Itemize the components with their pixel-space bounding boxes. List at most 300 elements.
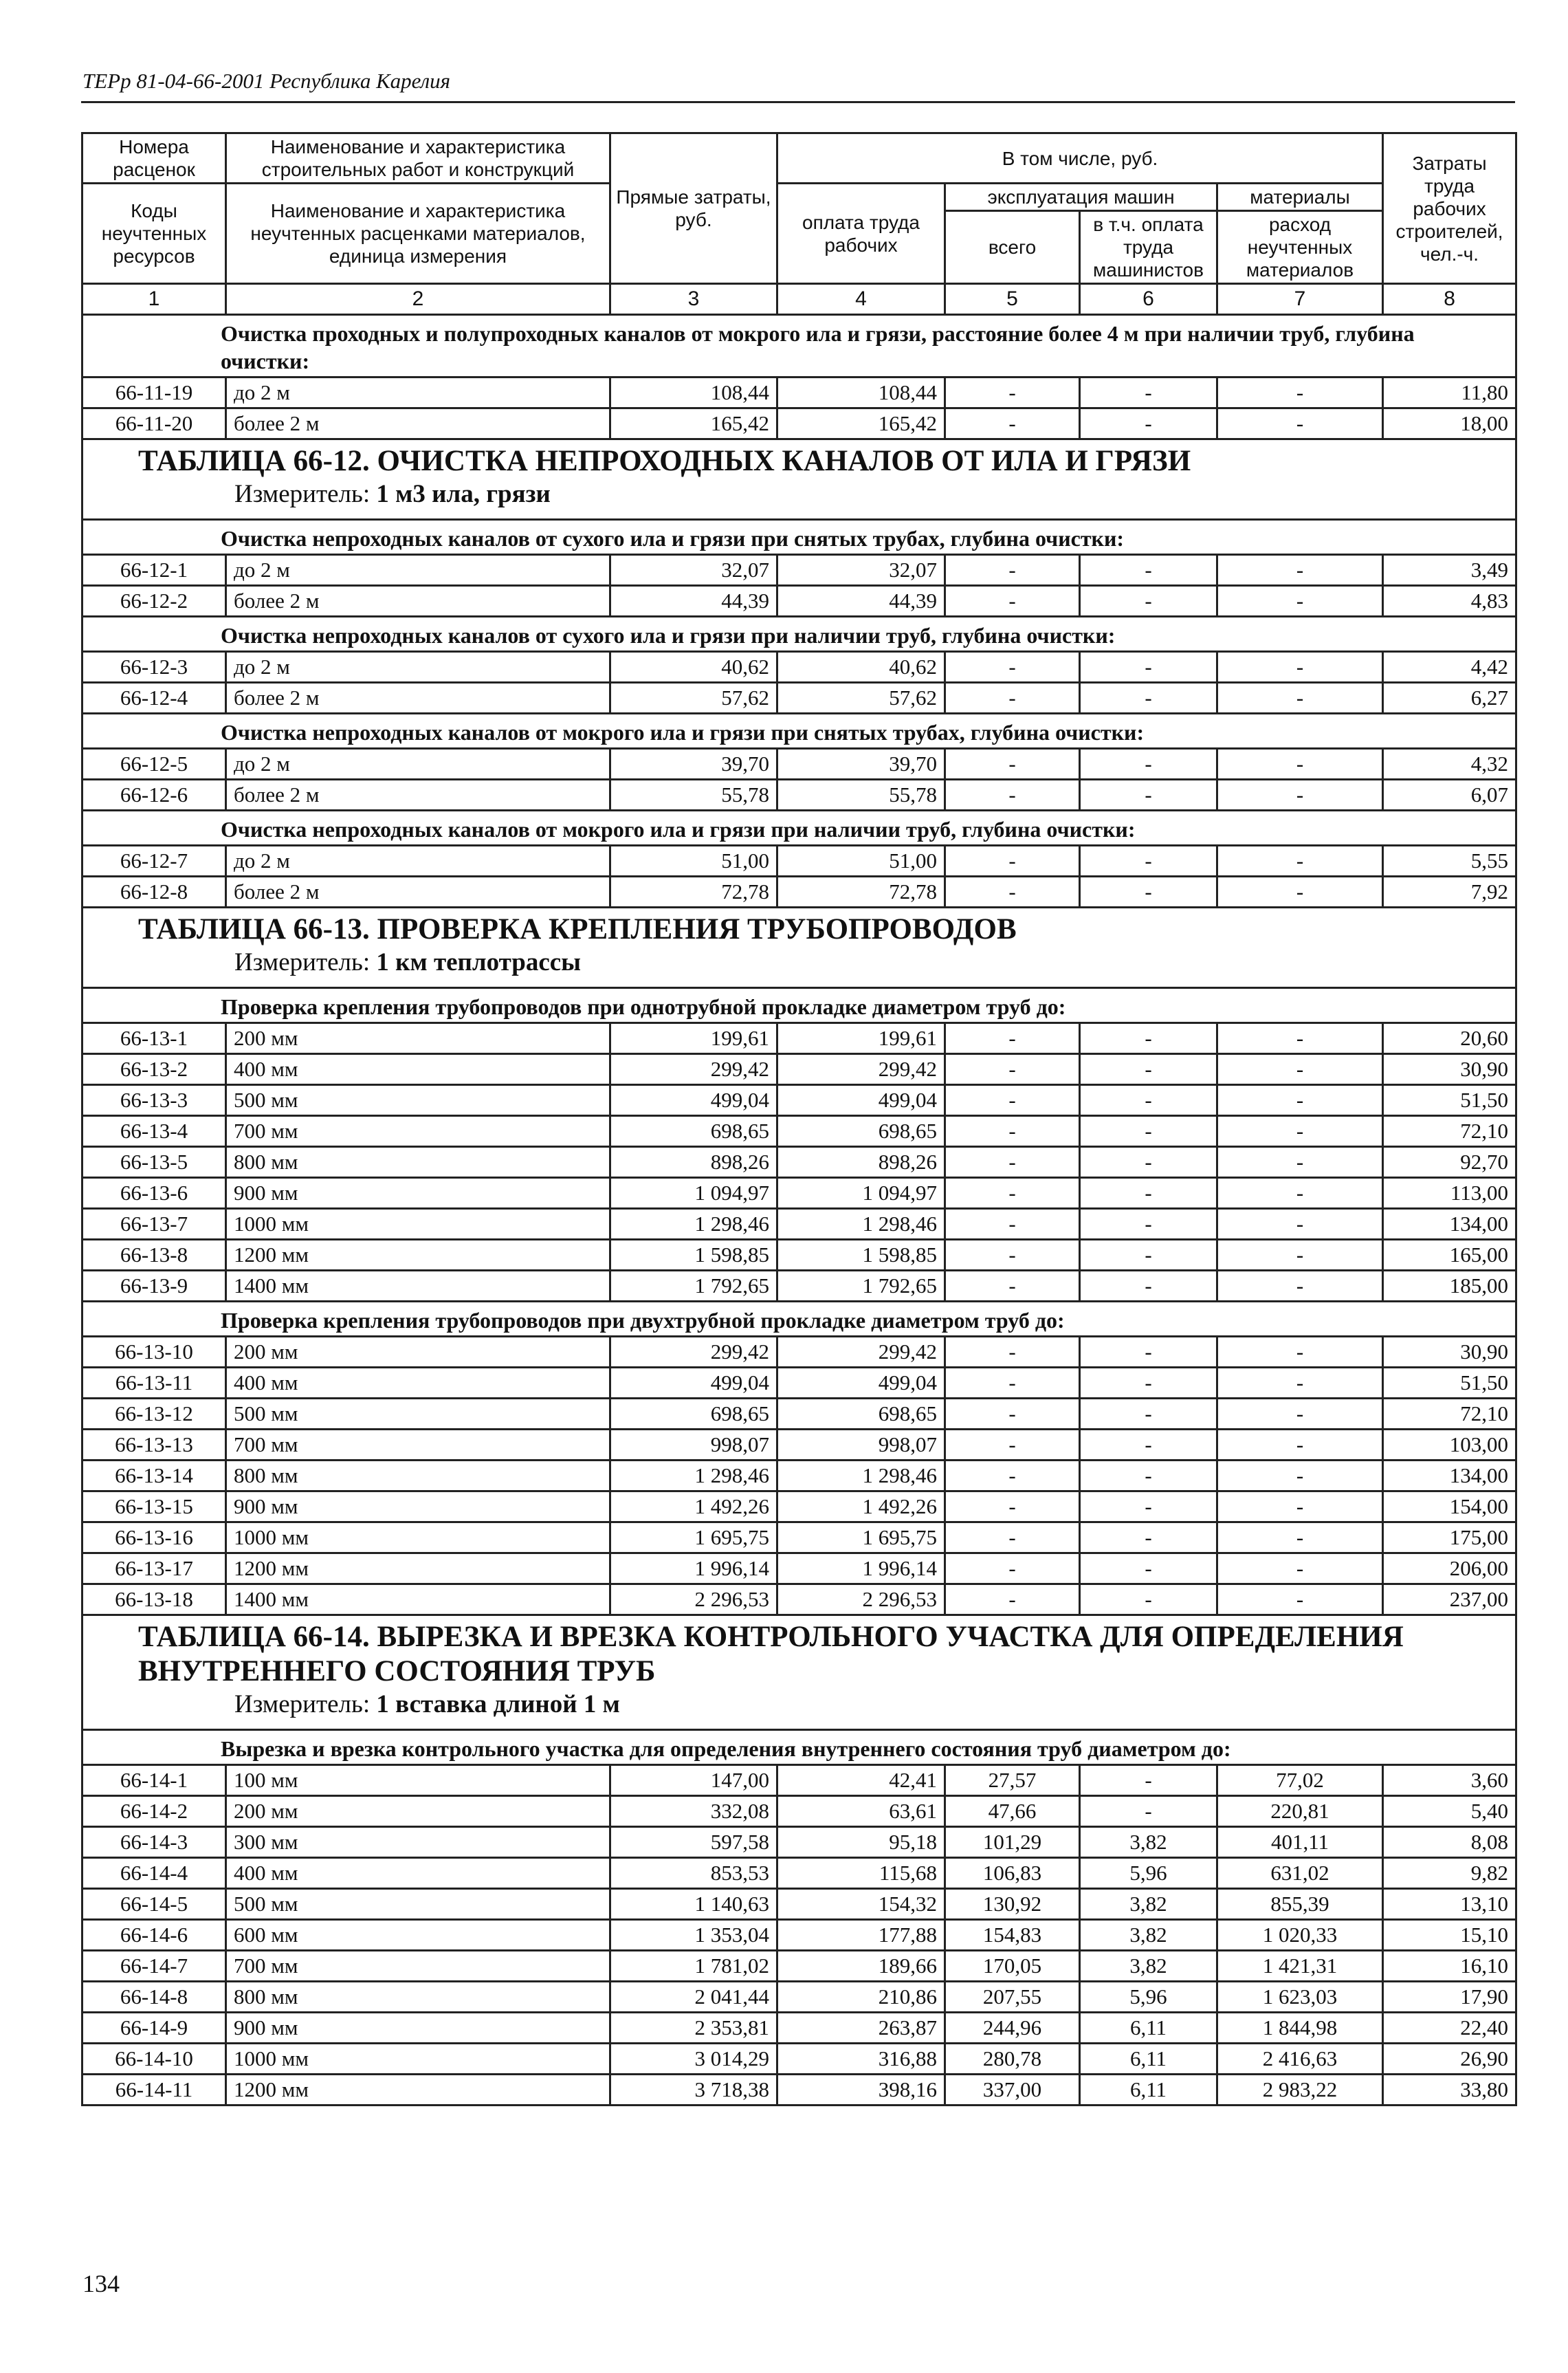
- rate-value: 130,92: [945, 1889, 1080, 1920]
- rate-description: 1000 мм: [226, 2044, 610, 2075]
- rate-value: 5,96: [1080, 1858, 1217, 1889]
- rate-description: 1400 мм: [226, 1584, 610, 1615]
- rate-value: 154,83: [945, 1920, 1080, 1951]
- measure-value: 1 вставка длиной 1 м: [376, 1690, 620, 1718]
- measure-unit: [82, 479, 1516, 520]
- rate-value: 698,65: [777, 1399, 945, 1430]
- rate-description: 800 мм: [226, 1147, 610, 1178]
- rate-code: 66-14-3: [82, 1827, 226, 1858]
- rate-value: 299,42: [777, 1337, 945, 1368]
- rate-value: -: [1080, 1240, 1217, 1271]
- rate-description: 700 мм: [226, 1430, 610, 1461]
- rate-code: 66-14-5: [82, 1889, 226, 1920]
- rate-value: 398,16: [777, 2075, 945, 2106]
- rate-value: 42,41: [777, 1765, 945, 1796]
- rate-description: 100 мм: [226, 1765, 610, 1796]
- table-row: [82, 1951, 1516, 1982]
- rate-value: 57,62: [610, 683, 777, 714]
- rate-value: -: [1080, 408, 1217, 439]
- rate-value: 170,05: [945, 1951, 1080, 1982]
- rate-value: -: [945, 1116, 1080, 1147]
- rate-value: -: [1080, 586, 1217, 617]
- rate-value: 237,00: [1383, 1584, 1516, 1615]
- rate-value: -: [1217, 1553, 1383, 1584]
- rate-value: -: [1080, 1522, 1217, 1553]
- rate-value: 3 014,29: [610, 2044, 777, 2075]
- table-row: [82, 1491, 1516, 1522]
- rate-value: 115,68: [777, 1858, 945, 1889]
- rate-code: 66-14-1: [82, 1765, 226, 1796]
- header-labor-costs: Затраты труда рабочих строителей, чел.-ч.: [1383, 133, 1516, 284]
- table-title: ТАБЛИЦА 66-14. ВЫРЕЗКА И ВРЕЗКА КОНТРОЛЬНОГО УЧАСТКА ДЛЯ ОПРЕДЕЛЕНИЯ ВНУТРЕННЕГО СОСТОЯНИЯ ТРУБ: [82, 1615, 1516, 1689]
- rate-value: 1 781,02: [610, 1951, 777, 1982]
- rate-value: 77,02: [1217, 1765, 1383, 1796]
- rate-value: 401,11: [1217, 1827, 1383, 1858]
- rate-value: -: [1080, 846, 1217, 877]
- measure-value: 1 км теплотрассы: [376, 948, 582, 976]
- rate-value: -: [1080, 1209, 1217, 1240]
- rate-value: 1 020,33: [1217, 1920, 1383, 1951]
- rate-value: 2 296,53: [610, 1584, 777, 1615]
- rate-value: 3,60: [1383, 1765, 1516, 1796]
- rates-table: [81, 132, 1517, 2106]
- rate-code: 66-13-13: [82, 1430, 226, 1461]
- header-rate-numbers: Номера расценок: [82, 133, 226, 184]
- rate-code: 66-14-9: [82, 2013, 226, 2044]
- rate-code: 66-13-9: [82, 1271, 226, 1302]
- rate-value: 20,60: [1383, 1023, 1516, 1054]
- rate-code: 66-12-7: [82, 846, 226, 877]
- rate-code: 66-13-16: [82, 1522, 226, 1553]
- rate-value: 1 996,14: [777, 1553, 945, 1584]
- rate-value: -: [1217, 1584, 1383, 1615]
- rate-code: 66-13-5: [82, 1147, 226, 1178]
- rate-value: 95,18: [777, 1827, 945, 1858]
- rate-value: -: [1080, 1796, 1217, 1827]
- rate-description: 400 мм: [226, 1368, 610, 1399]
- rate-value: -: [945, 1584, 1080, 1615]
- rate-value: 106,83: [945, 1858, 1080, 1889]
- rate-value: -: [945, 1430, 1080, 1461]
- rate-value: 207,55: [945, 1982, 1080, 2013]
- rate-code: 66-13-6: [82, 1178, 226, 1209]
- rate-value: 316,88: [777, 2044, 945, 2075]
- rate-value: -: [1080, 1337, 1217, 1368]
- rate-value: 44,39: [777, 586, 945, 617]
- rate-value: 165,42: [610, 408, 777, 439]
- header-material-consumption: расход неучтенных материалов: [1217, 211, 1383, 284]
- rate-code: 66-13-2: [82, 1054, 226, 1085]
- rate-value: -: [945, 780, 1080, 811]
- table-row: [82, 1430, 1516, 1461]
- rate-value: -: [1217, 1430, 1383, 1461]
- column-number: 3: [610, 284, 777, 315]
- header-machine-operation: эксплуатация машин: [945, 184, 1217, 211]
- section-heading: Очистка непроходных каналов от сухого ила и грязи при наличии труб, глубина очистки:: [82, 617, 1516, 652]
- rate-value: 698,65: [777, 1116, 945, 1147]
- rate-code: 66-12-4: [82, 683, 226, 714]
- rate-value: 1 695,75: [777, 1522, 945, 1553]
- rate-value: 2 983,22: [1217, 2075, 1383, 2106]
- rate-value: 1 623,03: [1217, 1982, 1383, 2013]
- rate-description: 1200 мм: [226, 2075, 610, 2106]
- rate-value: 15,10: [1383, 1920, 1516, 1951]
- rate-description: 1200 мм: [226, 1553, 610, 1584]
- rate-value: 30,90: [1383, 1337, 1516, 1368]
- rate-value: 1 695,75: [610, 1522, 777, 1553]
- rate-value: 244,96: [945, 2013, 1080, 2044]
- header-material-name: Наименование и характеристика неучтенных расценками материалов, единица измерения: [226, 184, 610, 284]
- rate-value: 165,42: [777, 408, 945, 439]
- rate-value: -: [1080, 683, 1217, 714]
- rate-value: -: [1080, 1116, 1217, 1147]
- rate-value: 998,07: [610, 1430, 777, 1461]
- rate-code: 66-13-11: [82, 1368, 226, 1399]
- rate-value: 8,08: [1383, 1827, 1516, 1858]
- rate-value: -: [1080, 780, 1217, 811]
- rate-value: 263,87: [777, 2013, 945, 2044]
- table-row: [82, 2044, 1516, 2075]
- rate-description: более 2 м: [226, 683, 610, 714]
- rate-value: 499,04: [610, 1368, 777, 1399]
- rate-value: 177,88: [777, 1920, 945, 1951]
- rate-value: 1 421,31: [1217, 1951, 1383, 1982]
- table-row: [82, 1209, 1516, 1240]
- rate-value: -: [945, 1368, 1080, 1399]
- table-row: [82, 2013, 1516, 2044]
- table-row: [82, 1240, 1516, 1271]
- rate-value: 72,78: [610, 877, 777, 908]
- rate-value: -: [945, 408, 1080, 439]
- rate-value: -: [945, 1491, 1080, 1522]
- table-row: [82, 1920, 1516, 1951]
- rate-value: 499,04: [777, 1085, 945, 1116]
- rate-value: 16,10: [1383, 1951, 1516, 1982]
- rate-value: 2 041,44: [610, 1982, 777, 2013]
- rate-description: 800 мм: [226, 1982, 610, 2013]
- rate-value: 280,78: [945, 2044, 1080, 2075]
- rate-value: 2 353,81: [610, 2013, 777, 2044]
- rate-value: -: [1080, 1054, 1217, 1085]
- rate-value: -: [1080, 1147, 1217, 1178]
- rate-value: 898,26: [610, 1147, 777, 1178]
- rate-value: 206,00: [1383, 1553, 1516, 1584]
- header-wages: оплата труда рабочих: [777, 184, 945, 284]
- rate-code: 66-13-17: [82, 1553, 226, 1584]
- rate-description: 800 мм: [226, 1461, 610, 1491]
- rate-value: 1 996,14: [610, 1553, 777, 1584]
- rate-value: 47,66: [945, 1796, 1080, 1827]
- table-row: [82, 1271, 1516, 1302]
- rate-value: 103,00: [1383, 1430, 1516, 1461]
- rate-description: 400 мм: [226, 1858, 610, 1889]
- rate-code: 66-12-2: [82, 586, 226, 617]
- measure-unit: [82, 947, 1516, 988]
- measure-value: 1 м3 ила, грязи: [376, 480, 551, 508]
- rate-value: -: [945, 1271, 1080, 1302]
- rate-value: -: [1217, 1337, 1383, 1368]
- table-row: [82, 1584, 1516, 1615]
- rate-value: -: [1080, 378, 1217, 408]
- rate-value: -: [945, 1085, 1080, 1116]
- rate-code: 66-13-18: [82, 1584, 226, 1615]
- table-row: [82, 1116, 1516, 1147]
- table-row: [82, 1765, 1516, 1796]
- table-row: [82, 1889, 1516, 1920]
- rate-value: 57,62: [777, 683, 945, 714]
- rate-value: 185,00: [1383, 1271, 1516, 1302]
- rate-code: 66-13-8: [82, 1240, 226, 1271]
- rate-code: 66-12-8: [82, 877, 226, 908]
- rate-value: 4,32: [1383, 749, 1516, 780]
- rate-value: 2 296,53: [777, 1584, 945, 1615]
- rate-value: 499,04: [610, 1085, 777, 1116]
- rate-value: 30,90: [1383, 1054, 1516, 1085]
- rate-value: 3,82: [1080, 1827, 1217, 1858]
- rate-description: 200 мм: [226, 1796, 610, 1827]
- rate-value: 3,82: [1080, 1920, 1217, 1951]
- rate-value: 113,00: [1383, 1178, 1516, 1209]
- rate-value: -: [1080, 877, 1217, 908]
- rate-code: 66-13-14: [82, 1461, 226, 1491]
- rate-value: -: [1217, 1491, 1383, 1522]
- rate-value: -: [1217, 408, 1383, 439]
- rate-code: 66-14-4: [82, 1858, 226, 1889]
- rate-value: -: [1217, 586, 1383, 617]
- rate-description: 1000 мм: [226, 1522, 610, 1553]
- rate-code: 66-14-10: [82, 2044, 226, 2075]
- rate-value: -: [1217, 1271, 1383, 1302]
- rate-value: -: [1217, 683, 1383, 714]
- rate-value: 2 416,63: [1217, 2044, 1383, 2075]
- rate-value: 698,65: [610, 1116, 777, 1147]
- rate-value: -: [945, 652, 1080, 683]
- rate-value: 1 844,98: [1217, 2013, 1383, 2044]
- rate-value: -: [1080, 1178, 1217, 1209]
- rate-value: 13,10: [1383, 1889, 1516, 1920]
- rate-value: 72,10: [1383, 1399, 1516, 1430]
- rate-description: 500 мм: [226, 1085, 610, 1116]
- rate-description: 200 мм: [226, 1337, 610, 1368]
- rate-value: 898,26: [777, 1147, 945, 1178]
- rate-value: 18,00: [1383, 408, 1516, 439]
- rate-value: -: [1080, 1085, 1217, 1116]
- rate-description: 500 мм: [226, 1889, 610, 1920]
- rate-value: 134,00: [1383, 1461, 1516, 1491]
- rate-value: 11,80: [1383, 378, 1516, 408]
- rate-value: -: [1217, 378, 1383, 408]
- rate-value: 154,00: [1383, 1491, 1516, 1522]
- rate-value: 299,42: [610, 1054, 777, 1085]
- rate-description: 500 мм: [226, 1399, 610, 1430]
- rate-value: -: [1080, 1553, 1217, 1584]
- rate-value: 22,40: [1383, 2013, 1516, 2044]
- rate-value: 3,49: [1383, 555, 1516, 586]
- table-row: [82, 1827, 1516, 1858]
- rate-value: -: [1080, 555, 1217, 586]
- rate-value: 853,53: [610, 1858, 777, 1889]
- rate-value: -: [1080, 1584, 1217, 1615]
- rate-description: 900 мм: [226, 1491, 610, 1522]
- measure-label: Измеритель:: [234, 948, 371, 976]
- column-number: 1: [82, 284, 226, 315]
- rate-value: 27,57: [945, 1765, 1080, 1796]
- rate-value: 101,29: [945, 1827, 1080, 1858]
- rate-description: 200 мм: [226, 1023, 610, 1054]
- rate-value: -: [1217, 780, 1383, 811]
- table-row: [82, 378, 1516, 408]
- rate-value: 337,00: [945, 2075, 1080, 2106]
- rate-value: 631,02: [1217, 1858, 1383, 1889]
- rate-code: 66-13-1: [82, 1023, 226, 1054]
- rate-value: -: [1080, 1765, 1217, 1796]
- rate-value: -: [1080, 749, 1217, 780]
- column-number: 4: [777, 284, 945, 315]
- table-row: [82, 1368, 1516, 1399]
- rate-value: 6,11: [1080, 2075, 1217, 2106]
- rate-description: более 2 м: [226, 586, 610, 617]
- page-number: 134: [82, 2270, 120, 2297]
- rate-value: 92,70: [1383, 1147, 1516, 1178]
- rate-value: 51,50: [1383, 1368, 1516, 1399]
- section-heading: Проверка крепления трубопроводов при двухтрубной прокладке диаметром труб до:: [82, 1302, 1516, 1337]
- rate-value: -: [1217, 749, 1383, 780]
- rate-value: 1 598,85: [777, 1240, 945, 1271]
- section-heading: Проверка крепления трубопроводов при однотрубной прокладке диаметром труб до:: [82, 988, 1516, 1023]
- column-number: 6: [1080, 284, 1217, 315]
- table-row: [82, 846, 1516, 877]
- rate-value: 108,44: [610, 378, 777, 408]
- rate-value: -: [1217, 1147, 1383, 1178]
- rate-value: -: [1080, 1491, 1217, 1522]
- section-heading: Очистка непроходных каналов от мокрого ила и грязи при снятых трубах, глубина очистки:: [82, 714, 1516, 749]
- rate-description: 700 мм: [226, 1951, 610, 1982]
- table-row: [82, 1982, 1516, 2013]
- rate-value: 1 492,26: [610, 1491, 777, 1522]
- rate-value: -: [1217, 1399, 1383, 1430]
- rate-value: 9,82: [1383, 1858, 1516, 1889]
- rate-value: -: [945, 1147, 1080, 1178]
- rate-code: 66-13-4: [82, 1116, 226, 1147]
- rate-value: 32,07: [777, 555, 945, 586]
- rate-description: 900 мм: [226, 1178, 610, 1209]
- rate-value: 40,62: [777, 652, 945, 683]
- rate-value: 6,11: [1080, 2044, 1217, 2075]
- table-row: [82, 1461, 1516, 1491]
- rate-value: -: [945, 1337, 1080, 1368]
- rate-value: 6,27: [1383, 683, 1516, 714]
- section-heading: Очистка непроходных каналов от сухого ила и грязи при снятых трубах, глубина очистки:: [82, 520, 1516, 555]
- rate-value: -: [1080, 1368, 1217, 1399]
- rate-value: 26,90: [1383, 2044, 1516, 2075]
- rate-code: 66-14-7: [82, 1951, 226, 1982]
- rate-value: 72,78: [777, 877, 945, 908]
- table-row: [82, 780, 1516, 811]
- rate-description: до 2 м: [226, 652, 610, 683]
- rate-value: 40,62: [610, 652, 777, 683]
- rate-value: 189,66: [777, 1951, 945, 1982]
- table-row: [82, 1553, 1516, 1584]
- rate-description: до 2 м: [226, 378, 610, 408]
- rate-value: -: [1217, 1116, 1383, 1147]
- rate-value: -: [1217, 1023, 1383, 1054]
- rate-value: 1 353,04: [610, 1920, 777, 1951]
- rate-value: 1 094,97: [610, 1178, 777, 1209]
- rate-value: -: [945, 378, 1080, 408]
- rate-value: -: [945, 1054, 1080, 1085]
- table-row: [82, 1023, 1516, 1054]
- rate-code: 66-11-20: [82, 408, 226, 439]
- rate-value: 165,00: [1383, 1240, 1516, 1271]
- rate-value: 5,55: [1383, 846, 1516, 877]
- rate-value: -: [1217, 555, 1383, 586]
- rate-value: -: [1217, 1368, 1383, 1399]
- rate-code: 66-12-6: [82, 780, 226, 811]
- measure-label: Измеритель:: [234, 480, 371, 508]
- rate-value: -: [1080, 1430, 1217, 1461]
- rate-value: 220,81: [1217, 1796, 1383, 1827]
- rate-value: 17,90: [1383, 1982, 1516, 2013]
- rate-value: -: [1080, 1023, 1217, 1054]
- rate-value: 51,00: [777, 846, 945, 877]
- header-materials: материалы: [1217, 184, 1383, 211]
- rate-value: -: [945, 1209, 1080, 1240]
- rate-description: 1400 мм: [226, 1271, 610, 1302]
- header-including: В том числе, руб.: [777, 133, 1383, 184]
- measure-label: Измеритель:: [234, 1690, 371, 1718]
- rate-value: 33,80: [1383, 2075, 1516, 2106]
- rate-code: 66-14-2: [82, 1796, 226, 1827]
- rate-code: 66-13-15: [82, 1491, 226, 1522]
- header-machinist-wages: в т.ч. оплата труда машинистов: [1080, 211, 1217, 284]
- table-row: [82, 555, 1516, 586]
- rate-value: 7,92: [1383, 877, 1516, 908]
- header-machines-total: всего: [945, 211, 1080, 284]
- rate-value: -: [1080, 1271, 1217, 1302]
- rate-description: до 2 м: [226, 846, 610, 877]
- rate-code: 66-13-10: [82, 1337, 226, 1368]
- rate-value: 134,00: [1383, 1209, 1516, 1240]
- rate-value: -: [1217, 1522, 1383, 1553]
- table-row: [82, 1796, 1516, 1827]
- rate-value: 998,07: [777, 1430, 945, 1461]
- rate-value: 6,11: [1080, 2013, 1217, 2044]
- rate-value: -: [945, 877, 1080, 908]
- rate-description: до 2 м: [226, 555, 610, 586]
- rate-value: -: [945, 749, 1080, 780]
- table-row: [82, 408, 1516, 439]
- section-heading: Очистка проходных и полупроходных каналов от мокрого ила и грязи, расстояние более 4 м при наличии труб, глубина очистки:: [82, 315, 1516, 378]
- column-number: 8: [1383, 284, 1516, 315]
- rate-code: 66-14-8: [82, 1982, 226, 2013]
- header-resource-codes: Коды неучтенных ресурсов: [82, 184, 226, 284]
- column-number: 2: [226, 284, 610, 315]
- rate-value: 4,42: [1383, 652, 1516, 683]
- rate-value: 3 718,38: [610, 2075, 777, 2106]
- rate-code: 66-12-1: [82, 555, 226, 586]
- rate-value: -: [1080, 652, 1217, 683]
- rate-code: 66-13-7: [82, 1209, 226, 1240]
- rate-value: 1 298,46: [777, 1461, 945, 1491]
- table-row: [82, 1147, 1516, 1178]
- rate-value: -: [945, 555, 1080, 586]
- rate-value: 154,32: [777, 1889, 945, 1920]
- rate-value: -: [1217, 877, 1383, 908]
- rate-value: 72,10: [1383, 1116, 1516, 1147]
- rate-value: -: [1217, 1178, 1383, 1209]
- rate-value: 1 792,65: [610, 1271, 777, 1302]
- rate-value: -: [1217, 1054, 1383, 1085]
